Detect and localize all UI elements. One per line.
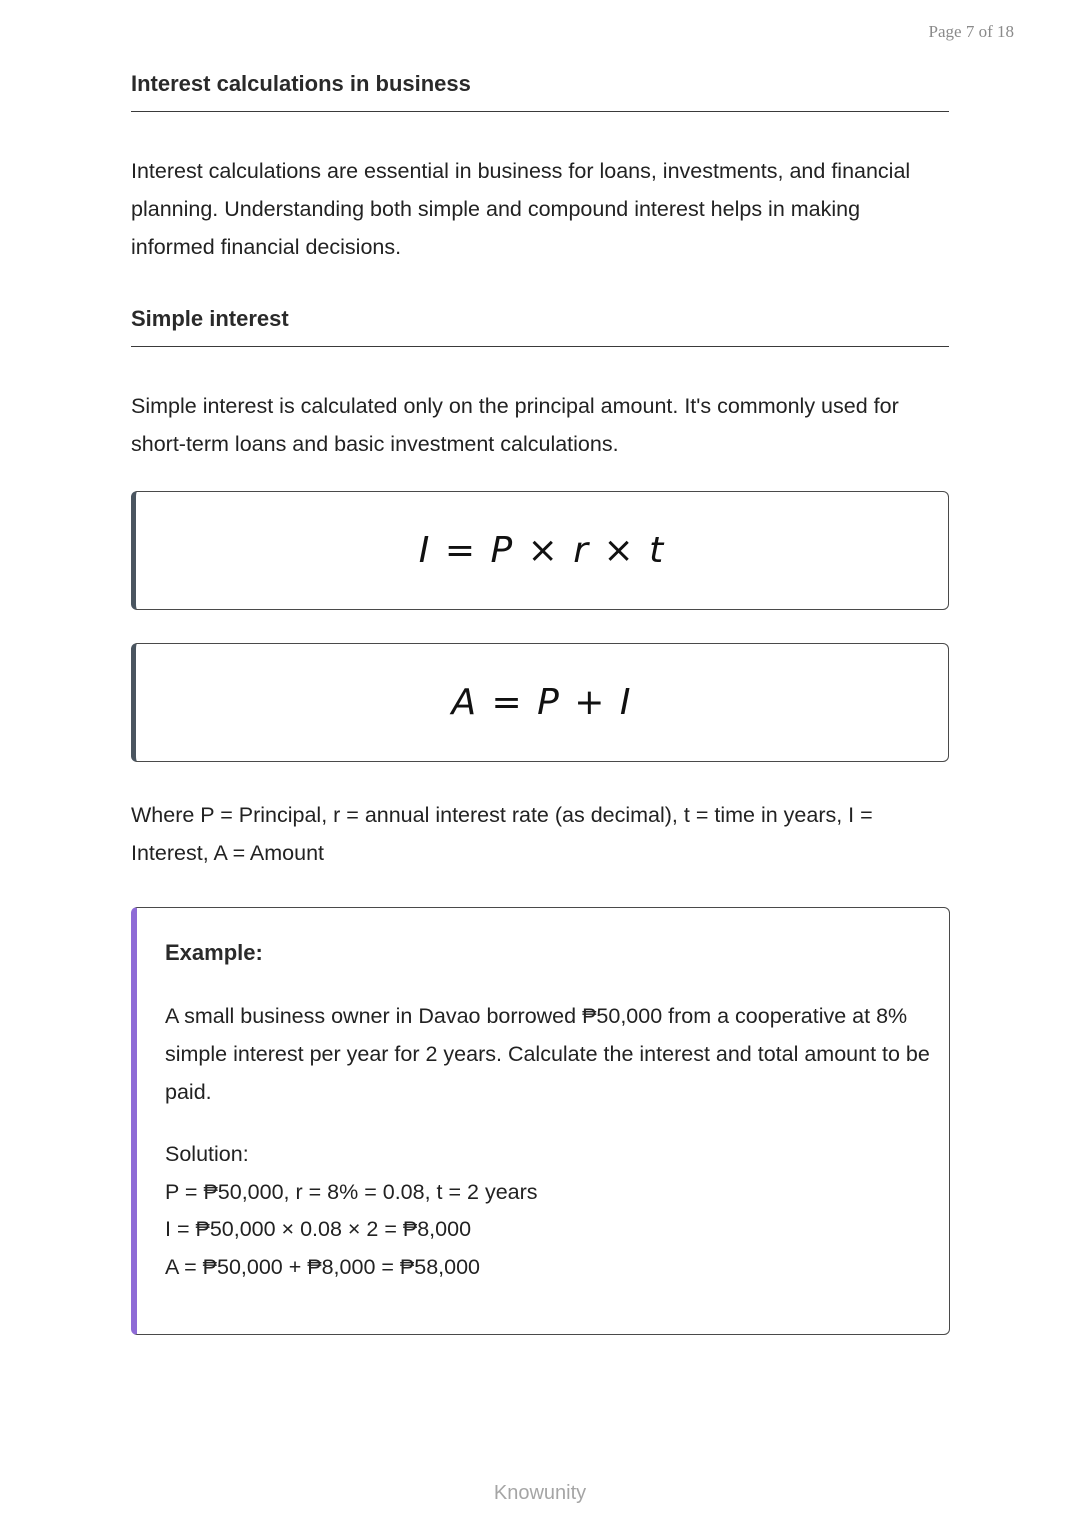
solution-line-amount: A = ₱50,000 + ₱8,000 = ₱58,000 bbox=[165, 1255, 481, 1279]
example-box bbox=[131, 907, 950, 1335]
example-title: Example: bbox=[165, 940, 263, 965]
solution-label: Solution: bbox=[165, 1142, 249, 1166]
example-problem: A small business owner in Davao borrowed ₱50,000 from a cooperative at 8% simple interest per year for 2 years. Calculate the interest and total amount to be paid. bbox=[165, 1004, 930, 1104]
formula-box-amount bbox=[131, 643, 949, 762]
solution-line-given: P = ₱50,000, r = 8% = 0.08, t = 2 years bbox=[165, 1180, 538, 1204]
simple-interest-paragraph: Simple interest is calculated only on the principal amount. It's commonly used for short-term loans and basic investment calculations. bbox=[131, 394, 899, 456]
section-heading-interest-calculations: Interest calculations in business bbox=[131, 71, 949, 112]
footer-brand: Knowunity bbox=[493, 1482, 587, 1504]
formula-box-interest bbox=[131, 491, 949, 610]
formula-interest: I = P × r × t bbox=[418, 530, 666, 571]
intro-paragraph: Interest calculations are essential in business for loans, investments, and financial planning. Understanding both simple and compound interest helps in making informed financial decisions. bbox=[131, 159, 911, 259]
solution-line-interest: I = ₱50,000 × 0.08 × 2 = ₱8,000 bbox=[165, 1217, 472, 1241]
section-heading-simple-interest: Simple interest bbox=[131, 306, 949, 347]
page-number: Page 7 of 18 bbox=[928, 22, 1014, 41]
formula-amount: A = P + I bbox=[451, 682, 633, 723]
variable-definitions: Where P = Principal, r = annual interest rate (as decimal), t = time in years, I = Interest, A = Amount bbox=[131, 803, 873, 865]
